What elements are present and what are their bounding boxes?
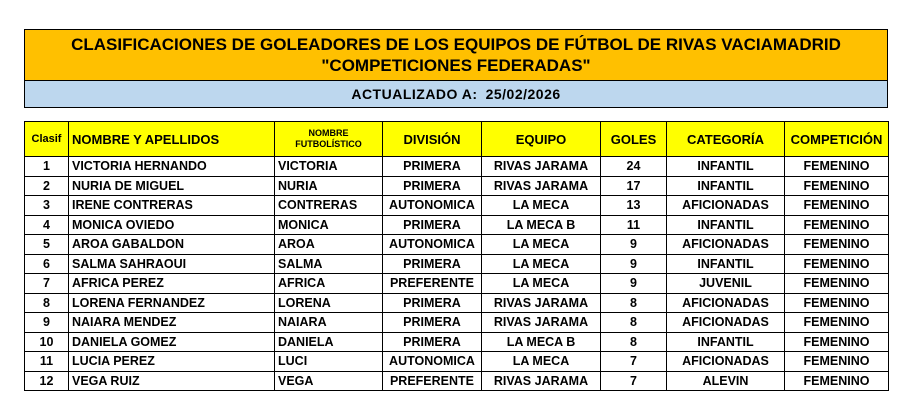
cell-nombre: NURIA DE MIGUEL bbox=[69, 176, 275, 196]
col-header-competicion: COMPETICIÓN bbox=[785, 122, 889, 157]
cell-nombre: VEGA RUIZ bbox=[69, 371, 275, 391]
cell-nombre: LORENA FERNANDEZ bbox=[69, 293, 275, 313]
cell-categoria: AFICIONADAS bbox=[667, 196, 785, 216]
cell-goles: 8 bbox=[601, 332, 667, 352]
table-row bbox=[25, 352, 889, 372]
cell-competicion: FEMENINO bbox=[785, 352, 889, 372]
cell-categoria: AFICIONADAS bbox=[667, 293, 785, 313]
cell-nombre: AROA GABALDON bbox=[69, 235, 275, 255]
table-row bbox=[25, 215, 889, 235]
col-header-goles: GOLES bbox=[601, 122, 667, 157]
cell-nombre-futbolistico: NAIARA bbox=[275, 313, 383, 333]
cell-nombre-futbolistico: LUCI bbox=[275, 352, 383, 372]
cell-division: AUTONOMICA bbox=[383, 196, 482, 216]
cell-goles: 11 bbox=[601, 215, 667, 235]
cell-nombre-futbolistico: AFRICA bbox=[275, 274, 383, 294]
cell-competicion: FEMENINO bbox=[785, 215, 889, 235]
cell-equipo: LA MECA B bbox=[482, 332, 601, 352]
cell-division: PREFERENTE bbox=[383, 371, 482, 391]
cell-categoria: INFANTIL bbox=[667, 254, 785, 274]
table-row bbox=[25, 313, 889, 333]
cell-division: PRIMERA bbox=[383, 254, 482, 274]
cell-competicion: FEMENINO bbox=[785, 371, 889, 391]
cell-goles: 13 bbox=[601, 196, 667, 216]
cell-nombre: MONICA OVIEDO bbox=[69, 215, 275, 235]
cell-equipo: LA MECA bbox=[482, 196, 601, 216]
cell-nombre-futbolistico: CONTRERAS bbox=[275, 196, 383, 216]
cell-nombre-futbolistico: VICTORIA bbox=[275, 157, 383, 177]
cell-goles: 7 bbox=[601, 352, 667, 372]
cell-clasif: 7 bbox=[25, 274, 69, 294]
cell-goles: 24 bbox=[601, 157, 667, 177]
cell-nombre-futbolistico: DANIELA bbox=[275, 332, 383, 352]
table-row bbox=[25, 157, 889, 177]
scorers-table bbox=[24, 121, 889, 391]
updated-date: 25/02/2026 bbox=[485, 86, 561, 102]
table-row bbox=[25, 176, 889, 196]
cell-competicion: FEMENINO bbox=[785, 274, 889, 294]
cell-nombre: AFRICA PEREZ bbox=[69, 274, 275, 294]
cell-competicion: FEMENINO bbox=[785, 313, 889, 333]
cell-clasif: 8 bbox=[25, 293, 69, 313]
cell-clasif: 2 bbox=[25, 176, 69, 196]
cell-clasif: 11 bbox=[25, 352, 69, 372]
cell-equipo: RIVAS JARAMA bbox=[482, 157, 601, 177]
cell-clasif: 3 bbox=[25, 196, 69, 216]
cell-categoria: AFICIONADAS bbox=[667, 235, 785, 255]
col-header-clasif: Clasif bbox=[25, 122, 69, 157]
cell-categoria: INFANTIL bbox=[667, 215, 785, 235]
cell-equipo: LA MECA bbox=[482, 254, 601, 274]
cell-goles: 17 bbox=[601, 176, 667, 196]
cell-nombre-futbolistico: LORENA bbox=[275, 293, 383, 313]
cell-clasif: 12 bbox=[25, 371, 69, 391]
cell-competicion: FEMENINO bbox=[785, 254, 889, 274]
col-header-categoria: CATEGORÍA bbox=[667, 122, 785, 157]
cell-division: AUTONOMICA bbox=[383, 352, 482, 372]
col-header-nombre: NOMBRE Y APELLIDOS bbox=[69, 122, 275, 157]
cell-competicion: FEMENINO bbox=[785, 332, 889, 352]
cell-division: PRIMERA bbox=[383, 176, 482, 196]
table-row bbox=[25, 293, 889, 313]
cell-competicion: FEMENINO bbox=[785, 196, 889, 216]
cell-goles: 9 bbox=[601, 254, 667, 274]
cell-equipo: LA MECA bbox=[482, 274, 601, 294]
report-title bbox=[25, 30, 887, 81]
table-row bbox=[25, 371, 889, 391]
cell-clasif: 6 bbox=[25, 254, 69, 274]
cell-division: PREFERENTE bbox=[383, 274, 482, 294]
table-row bbox=[25, 196, 889, 216]
cell-nombre-futbolistico: NURIA bbox=[275, 176, 383, 196]
cell-nombre: LUCIA PEREZ bbox=[69, 352, 275, 372]
updated-label: ACTUALIZADO A: bbox=[351, 86, 478, 102]
cell-nombre-futbolistico: SALMA bbox=[275, 254, 383, 274]
cell-division: PRIMERA bbox=[383, 157, 482, 177]
cell-clasif: 4 bbox=[25, 215, 69, 235]
col-header-division: DIVISIÓN bbox=[383, 122, 482, 157]
cell-goles: 7 bbox=[601, 371, 667, 391]
cell-equipo: LA MECA bbox=[482, 235, 601, 255]
cell-goles: 9 bbox=[601, 274, 667, 294]
cell-clasif: 1 bbox=[25, 157, 69, 177]
cell-clasif: 5 bbox=[25, 235, 69, 255]
table-row bbox=[25, 332, 889, 352]
cell-nombre-futbolistico: VEGA bbox=[275, 371, 383, 391]
cell-goles: 9 bbox=[601, 235, 667, 255]
cell-clasif: 10 bbox=[25, 332, 69, 352]
report-title-line-2: "COMPETICIONES FEDERADAS" bbox=[321, 56, 591, 75]
table-row bbox=[25, 274, 889, 294]
cell-nombre: IRENE CONTRERAS bbox=[69, 196, 275, 216]
cell-nombre-futbolistico: AROA bbox=[275, 235, 383, 255]
table-row bbox=[25, 235, 889, 255]
col-header-equipo: EQUIPO bbox=[482, 122, 601, 157]
cell-categoria: ALEVIN bbox=[667, 371, 785, 391]
cell-division: PRIMERA bbox=[383, 313, 482, 333]
cell-competicion: FEMENINO bbox=[785, 157, 889, 177]
report-banner bbox=[24, 29, 888, 108]
cell-competicion: FEMENINO bbox=[785, 176, 889, 196]
updated-row bbox=[25, 81, 887, 107]
cell-goles: 8 bbox=[601, 293, 667, 313]
cell-competicion: FEMENINO bbox=[785, 235, 889, 255]
cell-division: PRIMERA bbox=[383, 215, 482, 235]
cell-categoria: JUVENIL bbox=[667, 274, 785, 294]
cell-nombre: DANIELA GOMEZ bbox=[69, 332, 275, 352]
cell-equipo: RIVAS JARAMA bbox=[482, 371, 601, 391]
cell-categoria: AFICIONADAS bbox=[667, 313, 785, 333]
cell-categoria: INFANTIL bbox=[667, 176, 785, 196]
cell-equipo: RIVAS JARAMA bbox=[482, 313, 601, 333]
cell-nombre: VICTORIA HERNANDO bbox=[69, 157, 275, 177]
cell-nombre: SALMA SAHRAOUI bbox=[69, 254, 275, 274]
cell-equipo: LA MECA B bbox=[482, 215, 601, 235]
cell-equipo: LA MECA bbox=[482, 352, 601, 372]
cell-equipo: RIVAS JARAMA bbox=[482, 293, 601, 313]
table-row bbox=[25, 254, 889, 274]
report-title-line-1: CLASIFICACIONES DE GOLEADORES DE LOS EQUIPOS DE FÚTBOL DE RIVAS VACIAMADRID bbox=[71, 35, 841, 54]
cell-nombre: NAIARA MENDEZ bbox=[69, 313, 275, 333]
cell-equipo: RIVAS JARAMA bbox=[482, 176, 601, 196]
col-header-nombre-futbolistico: NOMBRE FUTBOLÍSTICO bbox=[275, 122, 383, 157]
cell-competicion: FEMENINO bbox=[785, 293, 889, 313]
cell-goles: 8 bbox=[601, 313, 667, 333]
cell-categoria: INFANTIL bbox=[667, 157, 785, 177]
cell-categoria: AFICIONADAS bbox=[667, 352, 785, 372]
cell-categoria: INFANTIL bbox=[667, 332, 785, 352]
table-header-row bbox=[25, 122, 889, 157]
cell-nombre-futbolistico: MONICA bbox=[275, 215, 383, 235]
cell-division: PRIMERA bbox=[383, 293, 482, 313]
cell-clasif: 9 bbox=[25, 313, 69, 333]
cell-division: PRIMERA bbox=[383, 332, 482, 352]
cell-division: AUTONOMICA bbox=[383, 235, 482, 255]
